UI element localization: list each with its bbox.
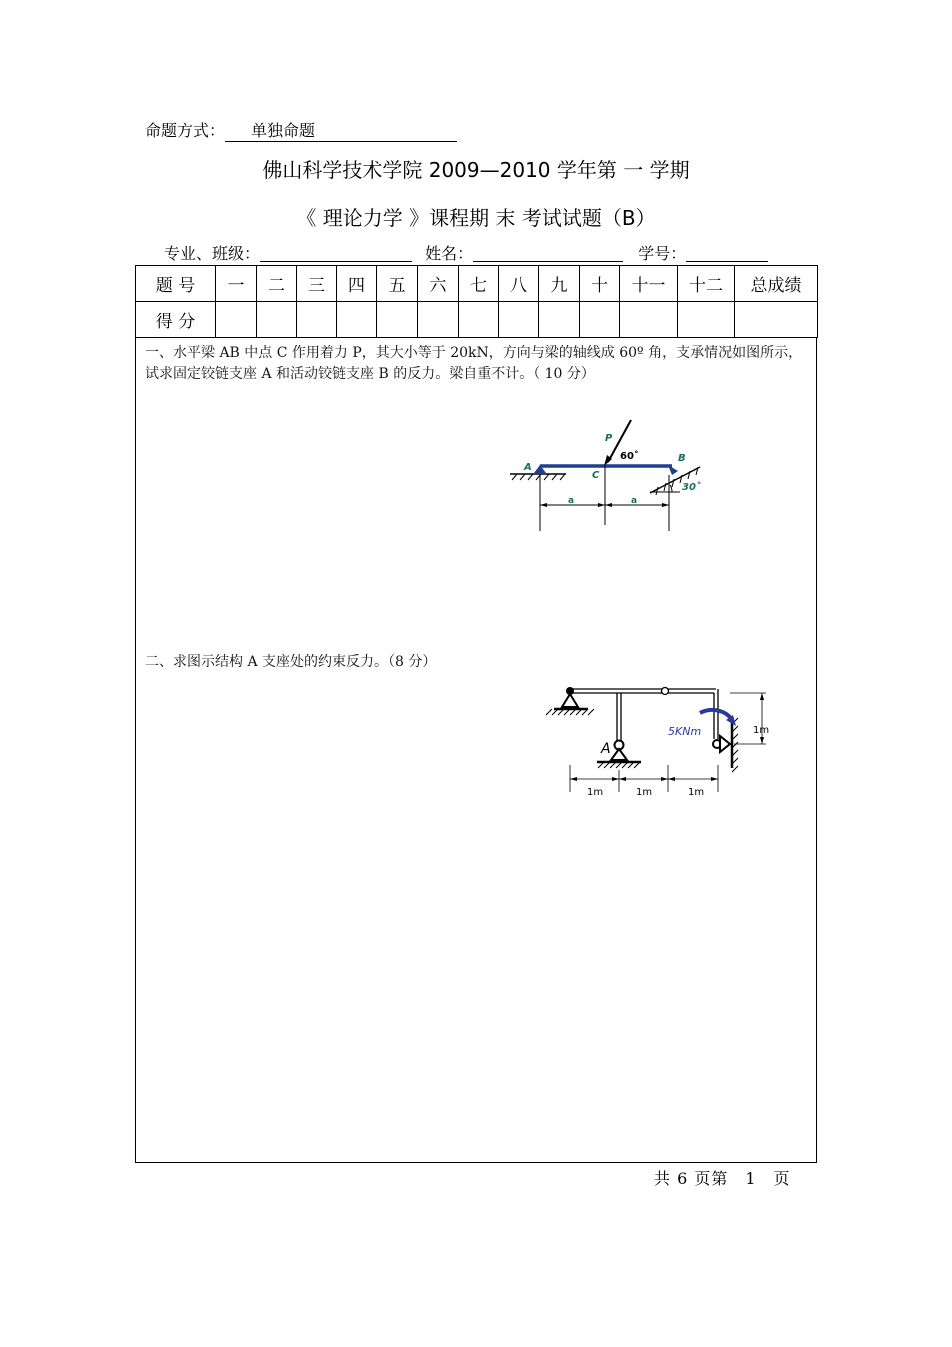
question-cell: 七 xyxy=(459,266,499,302)
angle-60: 60˚ xyxy=(620,451,639,462)
question-cell: 三 xyxy=(297,266,337,302)
score-cell[interactable] xyxy=(337,302,377,338)
dim-a-left: a xyxy=(568,496,575,506)
middle-hinge xyxy=(662,688,669,695)
total-score-header: 总成绩 xyxy=(735,266,818,302)
major-class-field[interactable] xyxy=(260,245,412,262)
score-cell[interactable] xyxy=(297,302,337,338)
score-cell[interactable] xyxy=(257,302,297,338)
score-table xyxy=(135,265,818,338)
question-cell: 十 xyxy=(580,266,620,302)
score-cell[interactable] xyxy=(499,302,539,338)
row-label-score: 得 分 xyxy=(136,302,216,338)
score-cell[interactable] xyxy=(459,302,499,338)
roller-support-b xyxy=(668,465,678,475)
question-cell: 十二 xyxy=(678,266,735,302)
label-b: B xyxy=(678,453,686,464)
score-cell[interactable] xyxy=(678,302,735,338)
label-p: P xyxy=(605,433,613,444)
name-field[interactable] xyxy=(473,245,623,262)
major-class-label: 专业、班级： xyxy=(164,244,261,263)
moment-label: 5KNm xyxy=(668,725,702,738)
school-title: 佛山科学技术学院 2009—2010 学年第 一 学期 xyxy=(262,158,690,182)
left-pin-support xyxy=(562,694,578,707)
total-score-cell[interactable] xyxy=(735,302,818,338)
score-cell[interactable] xyxy=(539,302,580,338)
dim-h3: 1m xyxy=(688,787,705,798)
score-cell[interactable] xyxy=(377,302,418,338)
name-label: 姓名： xyxy=(425,244,474,263)
proposition-row xyxy=(145,118,457,142)
question-2-figure xyxy=(540,682,780,802)
question-cell: 一 xyxy=(216,266,257,302)
score-cell[interactable] xyxy=(216,302,257,338)
score-cell[interactable] xyxy=(580,302,620,338)
question-cell: 十一 xyxy=(620,266,678,302)
dim-a-right: a xyxy=(631,496,638,506)
question-cell: 二 xyxy=(257,266,297,302)
student-id-label: 学号： xyxy=(638,244,687,263)
label-c: C xyxy=(592,470,600,481)
dim-h1: 1m xyxy=(587,787,604,798)
score-cell[interactable] xyxy=(620,302,678,338)
question-cell: 五 xyxy=(377,266,418,302)
question-cell: 八 xyxy=(499,266,539,302)
page-number-footer: 共 6 页第 1 页 xyxy=(654,1169,791,1188)
question-2-text: 二、求图示结构 A 支座处的约束反力。（8 分） xyxy=(145,654,437,670)
support-a xyxy=(611,749,627,760)
question-number-row xyxy=(136,266,818,302)
question-1-figure xyxy=(500,415,720,540)
question-cell: 四 xyxy=(337,266,377,302)
student-id-field[interactable] xyxy=(686,245,768,262)
question-1-text: 一、水平梁 AB 中点 C 作用着力 P，其大小等于 20kN，方向与梁的轴线成 60º 角，支承情况如图所示，试求固定铰链支座 A 和活动铰链支座 B 的反力。梁自重不计。（ 10 分） xyxy=(145,345,803,382)
proposition-label: 命题方式： xyxy=(145,121,226,140)
proposition-value: 单独命题 xyxy=(225,118,457,142)
score-cell[interactable] xyxy=(418,302,459,338)
score-row xyxy=(136,302,818,338)
moment-arc xyxy=(700,710,732,720)
angle-30: 30˚ xyxy=(682,482,701,493)
question-cell: 九 xyxy=(539,266,580,302)
dim-h2: 1m xyxy=(636,787,653,798)
student-info-row xyxy=(140,241,768,264)
row-label-question: 题 号 xyxy=(136,266,216,302)
dim-vertical: 1m xyxy=(753,725,770,736)
course-title: 《 理论力学 》课程期 末 考试试题（B） xyxy=(296,206,656,230)
label-a: A xyxy=(524,462,532,473)
question-cell: 六 xyxy=(418,266,459,302)
label-a: A xyxy=(601,741,611,757)
